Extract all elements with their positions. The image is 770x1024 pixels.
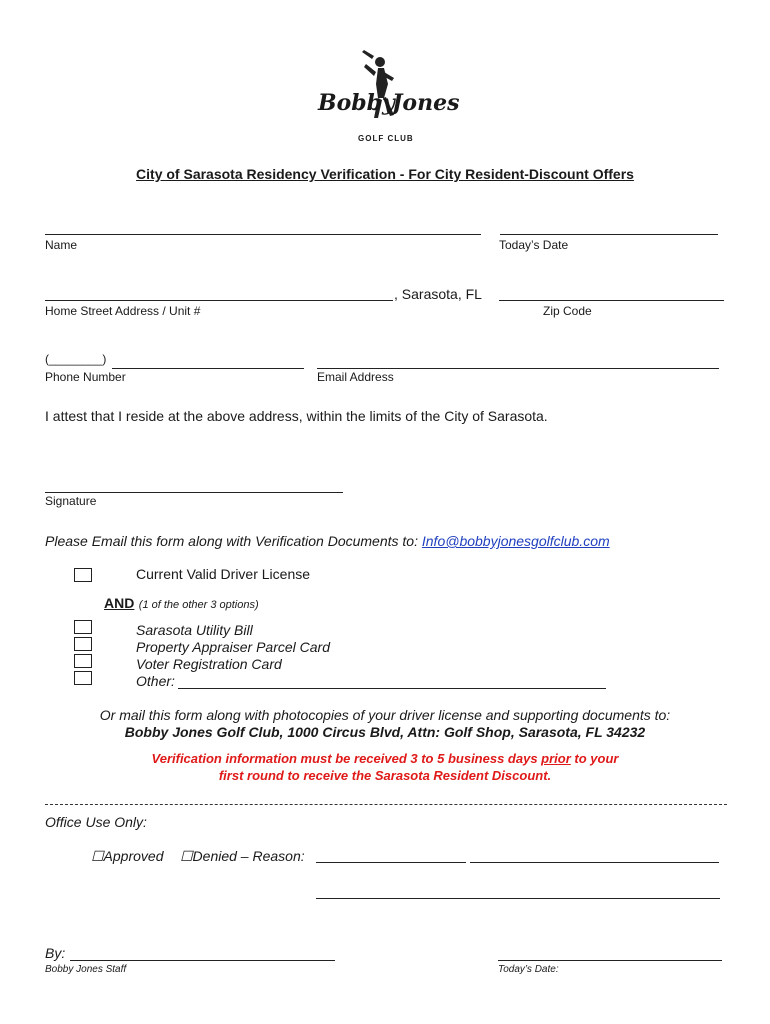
and-label: AND (104, 595, 135, 611)
attest-statement: I attest that I reside at the above address, within the limits of the City of Sarasota. (45, 408, 548, 424)
other-line[interactable] (178, 688, 606, 689)
office-date-line[interactable] (498, 960, 722, 961)
email-label: Email Address (317, 370, 394, 384)
logo-subtitle: GOLF CLUB (358, 134, 414, 143)
office-heading: Office Use Only: (45, 814, 147, 830)
logo-name-right: Jones (392, 90, 460, 116)
office-date-label: Today’s Date: (498, 964, 559, 975)
option-voter-card: Voter Registration Card (136, 656, 282, 672)
notice-text-c: to your (570, 751, 619, 766)
denied-option[interactable]: ☐Denied – Reason: (180, 848, 305, 864)
email-instruction (45, 533, 610, 549)
email-link[interactable]: Info@bobbyjonesgolfclub.com (421, 533, 610, 549)
logo-name-left: Bobby (318, 90, 395, 116)
signature-line[interactable] (45, 492, 343, 493)
and-line (104, 595, 259, 613)
name-line[interactable] (45, 234, 481, 235)
office-separator (45, 804, 727, 805)
phone-prefix: (________) (45, 352, 107, 366)
notice-line-2: first round to receive the Sarasota Resident Discount. (218, 768, 552, 783)
zip-label: Zip Code (543, 304, 592, 318)
reason-line-1a[interactable] (316, 862, 466, 863)
todays-date-label: Today’s Date (499, 238, 569, 252)
voter-card-checkbox[interactable] (74, 654, 92, 668)
parcel-card-checkbox[interactable] (74, 637, 92, 651)
phone-label: Phone Number (45, 370, 126, 384)
logo (312, 48, 458, 148)
staff-label: Bobby Jones Staff (45, 964, 127, 975)
utility-bill-checkbox[interactable] (74, 620, 92, 634)
zip-line[interactable] (499, 300, 724, 301)
address-label: Home Street Address / Unit # (45, 304, 201, 318)
reason-line-2[interactable] (316, 898, 720, 899)
driver-license-label: Current Valid Driver License (136, 566, 311, 582)
notice-text-a: Verification information must be received 3 to 5 business days (151, 751, 542, 766)
name-label: Name (45, 238, 78, 252)
email-instruction-text: Please Email this form along with Verification Documents to: (45, 533, 418, 549)
mail-instruction: Or mail this form along with photocopies of your driver license and supporting documents to: (99, 707, 671, 723)
by-line[interactable] (70, 960, 335, 961)
signature-label: Signature (45, 494, 97, 508)
other-checkbox[interactable] (74, 671, 92, 685)
todays-date-line[interactable] (500, 234, 718, 235)
approved-option[interactable]: ☐Approved (91, 848, 164, 864)
city-state-text: , Sarasota, FL (394, 286, 482, 302)
mail-address: Bobby Jones Golf Club, 1000 Circus Blvd, Attn: Golf Shop, Sarasota, FL 34232 (124, 724, 646, 740)
notice-text-prior: prior (541, 751, 571, 766)
option-utility-bill: Sarasota Utility Bill (136, 622, 253, 638)
form-title: City of Sarasota Residency Verification - For City Resident-Discount Offers (136, 166, 634, 182)
notice-line-1 (0, 751, 770, 766)
by-label: By: (45, 945, 66, 961)
option-other: Other: (136, 673, 175, 689)
email-line[interactable] (317, 368, 719, 369)
address-line[interactable] (45, 300, 393, 301)
option-parcel-card: Property Appraiser Parcel Card (136, 639, 331, 655)
reason-line-1b[interactable] (470, 862, 719, 863)
driver-license-checkbox[interactable] (74, 568, 92, 582)
phone-line[interactable] (112, 368, 304, 369)
and-note: (1 of the other 3 options) (138, 599, 259, 611)
